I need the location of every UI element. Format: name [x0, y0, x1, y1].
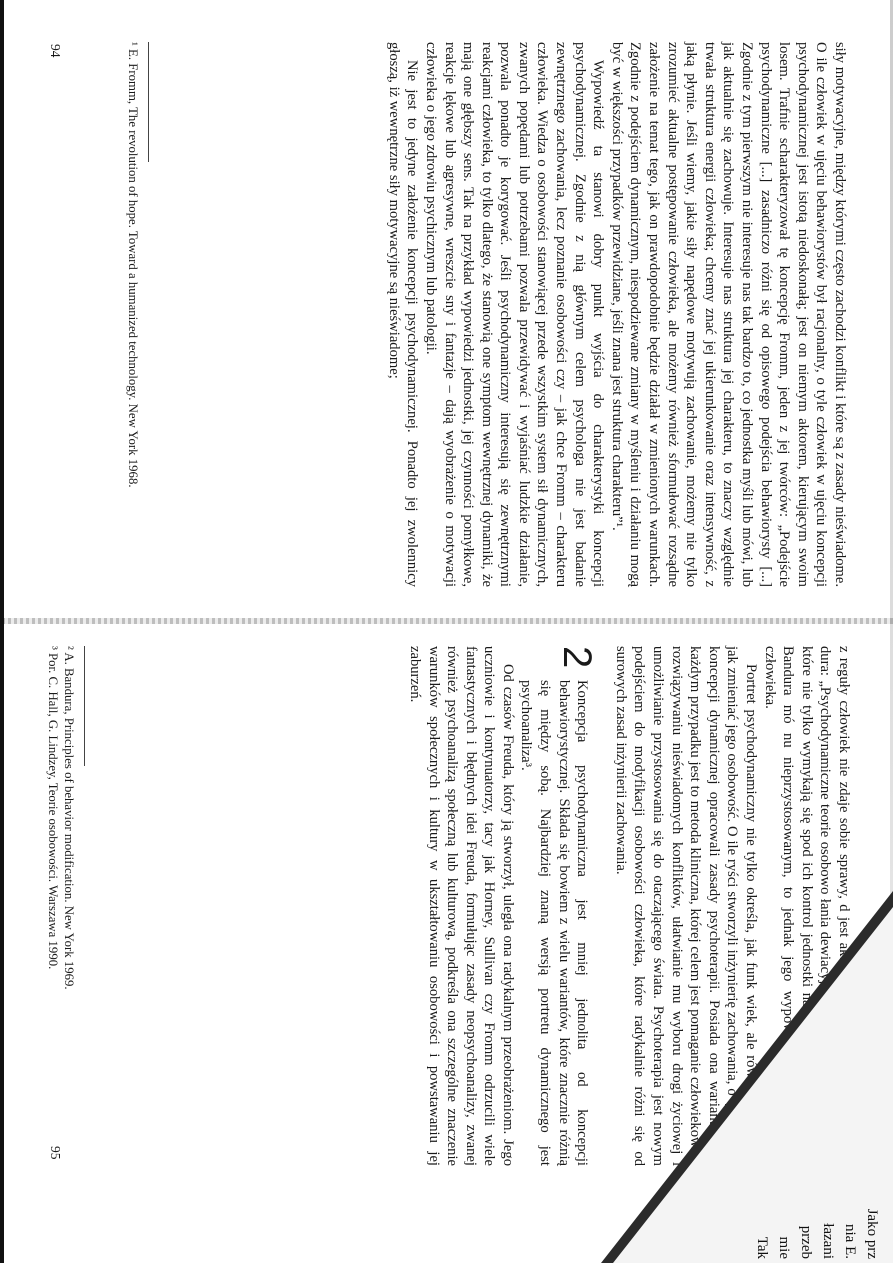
page-number: 94 [48, 44, 63, 58]
paragraph: siły motywacyjne, między którymi często zachodzi konflikt i które są z zasady nieświadome. O ile człowiek w ujęciu behawiorystów był racjonalny, o tyle człowiek w ujęciu koncepcji psychodynamicznej jest istotą niedoskonałą; jest on niemym aktorem, kierującym swoim losem. Trafnie scharakteryzował tę koncepcję Fromm, jeden z jej twórców: „Podejście psychodynamiczne [...] zasadniczo różni się od opisowego podejścia behawiorysty [...] Zgodnie z tym pierwszym nie interesuje nas tak bardzo to, co jednostka myśli lub mówi, lub jak aktualnie się zachowuje. Interesuje nas struktura jej charakteru, to znaczy względnie trwała struktura energii człowieka; chcemy znać jej ukierunkowanie oraz intensywność, z jaką płynie. Jeśli wiemy, jakie siły napędowe motywują zachowanie, możemy nie tylko zrozumieć aktualne postępowanie człowieka, ale możemy również sformułować rozsądne założenie na temat tego, jak on prawdopodobnie będzie działał w zmienionych warunkach. Zgodnie z podejściem dynamicznym, niespodziewane zmiany w myśleniu i działaniu mogą być w większości przypadków przewidziane, jeśli znana jest struktura charakteru”¹. [608, 42, 848, 587]
fold-line: Jako prz [864, 1208, 880, 1259]
paragraph: Portret psychodynamiczny nie tylko określa, jak funk wiek, ale również wskazuje, jak zmieniać jego osobowość. O ile ryści stworzyli inżynierię zachowania, o tyle twórcy koncepcji dynamicznej opracowali zasady psychoterapii. Posiada ona wariantów. W każdym przypadku jest to metoda kliniczna, której celem jest pomaganie człowiekowi w rozwiązywaniu nieświadomych konfliktów, ułatwianie mu wyboru drogi życiowej i umożliwianie przystosowania się do otaczającego świata. Psychoterapia jest nowym podejściem do modyfikacji osobowości człowieka, które radykalnie różni się od surowych zasad inżynierii zachowania. [612, 646, 760, 1166]
left-footnote [125, 42, 141, 587]
folded-corner-text [751, 1089, 883, 1259]
left-page [0, 0, 893, 618]
paragraph: Od czasów Freuda, który ją stworzył, uległa ona radykalnym przeobrażeniom. Jego uczniowie i kontynuatorzy, tacy jak Horney, Sullivan czy Fromm odrzucili wiele fantastycznych i błędnych idei Freuda, formułując zasady neopsychoanalizy, zwanej również psychoanalizą społeczną lub kulturową, podkreśla ona szczególne znaczenie warunków społecznych i kultury w ukształtowaniu osobowości i powstawaniu jej zaburzeń. [406, 646, 516, 1166]
fold-line: mie [776, 1236, 792, 1259]
footnote-divider [84, 646, 85, 766]
page-number: 95 [48, 1146, 63, 1160]
fold-line: Tak [754, 1236, 770, 1259]
section-text: Koncepcja psychodynamiczna jest mniej jednolita od koncepcji behawiorystycznej. Składa się bowiem z wielu wariantów, które znacznie różnią się między sobą. Najbardziej znaną wersją portretu dynamicznego jest psychoanaliza³. [518, 680, 591, 1166]
fold-line: przeb [798, 1225, 814, 1259]
page-gutter [0, 618, 893, 624]
footnote-text: ³ Por. C. Hall, G. Lindzey, Teorie osobowości. Warszawa 1990. [46, 646, 60, 970]
paragraph: Wypowiedź ta stanowi dobry punkt wyjścia do charakterystyki koncepcji psychodynamicznej. Zgodnie z nią głównym celem psychologa nie jest badanie zewnętrznego zachowania, lecz poznanie osobowości czy – jak chce Fromm – charakteru człowieka. Wiedza o osobowości stanowiącej przede wszystkim system sił dynamicznych, zwanych popędami lub potrzebami pozwala przewidywać i wyjaśniać ludzkie działanie, pozwala ponadto je korygować. Jeśli psychodynamiczny interesują się zewnętrznymi reakcjami człowieka, to tylko dlatego, że stanowią one symptom wewnętrznej dynamiki, że mają one głębszy sens. Tak na przykład wypowiedzi jednostki, jej czynności pomyłkowe, reakcje lękowe lub agresywne, wreszcie sny i fantazje – dają wyobrażenie o motywacji człowieka o jego zdrowiu psychicznym lub patologii. [422, 42, 607, 587]
left-page-body [384, 42, 849, 587]
footnote-text: ² A. Bandura, Principles of behavior modification. New York 1969. [62, 646, 76, 990]
scan-bottom-edge [0, 0, 4, 1263]
fold-line: nia E. [842, 1224, 858, 1259]
section-number: 2 [555, 646, 600, 669]
paragraph: z reguły człowiek nie zdaje sobie sprawy, d jest aktorem, który nie zna przyczyn swe dura: „Psychodynamiczne teorie osobowo łania dewiacyjne ludzi są ukierunkowane prz które nie tylko wymykają się spod ich kontrol jednostki nawet nie wiedzą”². Chociaż Bandura mó nu nieprzystosowanym, to jednak jego wypowiedź od kich reakcji człowieka. [761, 646, 852, 1166]
footnote-divider [148, 42, 149, 162]
section-intro [517, 646, 600, 1166]
right-footnotes [45, 646, 77, 1166]
footnote-text: ¹ E. Fromm, The revolution of hope. Toward a humanized technology. New York 1968. [126, 42, 140, 488]
paragraph: Nie jest to jedyne założenie koncepcji psychodynamicznej. Ponadto jej zwolennicy głoszą, iż wewnętrzne siły motywacyjne są nieświadome; [385, 42, 421, 587]
fold-line: łazani [820, 1223, 836, 1259]
right-page [0, 628, 893, 1263]
